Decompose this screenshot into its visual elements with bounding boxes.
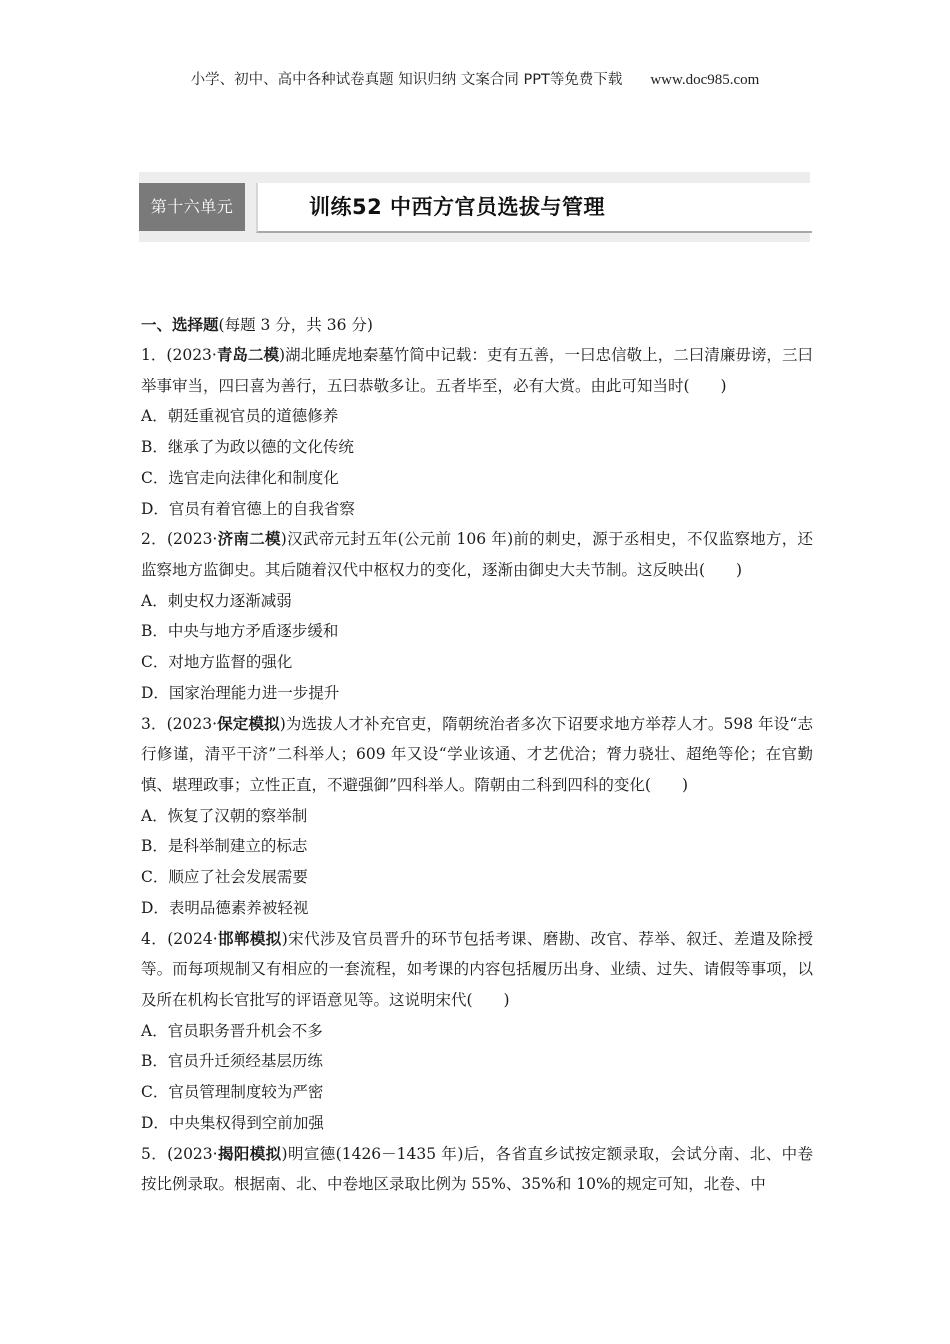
question-source: 青岛二模 bbox=[216, 346, 279, 364]
question-source-suffix: ) bbox=[280, 530, 287, 549]
question-item bbox=[141, 709, 813, 924]
question-number: 4． bbox=[141, 929, 168, 948]
answer-option[interactable]: A．朝廷重视官员的道德修养 bbox=[141, 407, 339, 426]
question-source-prefix: (2023· bbox=[166, 530, 218, 549]
answer-option[interactable]: D．中央集权得到空前加强 bbox=[141, 1113, 324, 1132]
header-site-url[interactable]: www.doc985.com bbox=[650, 72, 760, 88]
question-stem bbox=[141, 340, 813, 401]
answer-option[interactable]: C．官员管理制度较为严密 bbox=[141, 1083, 324, 1102]
question-source-prefix: (2023· bbox=[166, 346, 217, 364]
answer-option[interactable]: B．官员升迁须经基层历练 bbox=[141, 1052, 323, 1071]
question-section bbox=[141, 310, 813, 1200]
question-item bbox=[141, 524, 813, 708]
answer-option[interactable]: B．是科举制建立的标志 bbox=[141, 837, 308, 856]
question-text: 汉武帝元封五年(公元前 106 年)前的刺史，源于丞相史，不仅监察地方，还监察地方监御史。其后随着汉代中枢权力的变化，逐渐由御史大夫节制。这反映出( ) bbox=[141, 530, 813, 579]
question-item bbox=[141, 1139, 813, 1200]
question-source-suffix: ) bbox=[281, 1144, 288, 1163]
answer-option[interactable]: B．继承了为政以德的文化传统 bbox=[141, 437, 354, 456]
unit-banner bbox=[139, 172, 810, 242]
question-item bbox=[141, 340, 813, 524]
question-stem bbox=[141, 524, 813, 585]
question-source-prefix: (2024· bbox=[167, 929, 218, 948]
question-number: 3． bbox=[141, 714, 167, 733]
question-item bbox=[141, 924, 813, 1139]
answer-option[interactable]: C．对地方监督的强化 bbox=[141, 653, 293, 672]
question-stem bbox=[141, 1139, 813, 1200]
question-source-suffix: ) bbox=[278, 346, 286, 364]
section-note: (每题 3 分，共 36 分) bbox=[218, 316, 373, 334]
question-stem bbox=[141, 924, 813, 1016]
section-label: 一、选择题 bbox=[141, 316, 219, 334]
section-heading bbox=[141, 310, 813, 340]
answer-option[interactable]: A．恢复了汉朝的察举制 bbox=[141, 806, 308, 825]
answer-option[interactable]: B．中央与地方矛盾逐步缓和 bbox=[141, 622, 339, 641]
banner-title-box bbox=[256, 183, 812, 233]
question-source-suffix: ) bbox=[281, 929, 288, 948]
answer-option[interactable]: C．选官走向法律化和制度化 bbox=[141, 468, 339, 487]
header-tagline: 小学、初中、高中各种试卷真题 知识归纳 文案合同 PPT等免费下载 bbox=[190, 72, 623, 88]
question-source-prefix: (2023· bbox=[167, 1144, 218, 1163]
page-header-tagline bbox=[0, 68, 950, 89]
answer-option[interactable]: D．官员有着官德上的自我省察 bbox=[141, 499, 355, 518]
answer-option[interactable]: C．顺应了社会发展需要 bbox=[141, 868, 308, 887]
question-source: 揭阳模拟 bbox=[217, 1144, 282, 1163]
question-list bbox=[141, 340, 813, 1200]
question-source-suffix: ) bbox=[279, 714, 286, 733]
answer-option[interactable]: A．官员职务晋升机会不多 bbox=[141, 1021, 323, 1040]
question-text: 为选拔人才补充官吏，隋朝统治者多次下诏要求地方举荐人才。598 年设“志行修谨，清平干济”二科举人；609 年又设“学业该通、才艺优洽；膂力骁壮、超绝等伦；在官勤慎、堪理政事；立性正直，不避强御”四科举人。隋朝由二科到四科的变化( ) bbox=[141, 714, 813, 794]
unit-label: 第十六单元 bbox=[139, 183, 245, 231]
question-source: 邯郸模拟 bbox=[217, 929, 282, 948]
answer-option[interactable]: D．表明品德素养被轻视 bbox=[141, 898, 309, 917]
answer-option[interactable]: A．刺史权力逐渐减弱 bbox=[141, 591, 292, 610]
question-text: 明宣德(1426－1435 年)后，各省直乡试按定额录取，会试分南、北、中卷按比例录取。根据南、北、中卷地区录取比例为 55%、35%和 10%的规定可知，北卷、中 bbox=[141, 1144, 813, 1194]
question-number: 1． bbox=[141, 346, 167, 364]
page-title: 训练52 中西方官员选拔与管理 bbox=[309, 195, 606, 219]
question-source: 济南二模 bbox=[217, 530, 281, 549]
question-source: 保定模拟 bbox=[217, 714, 280, 733]
question-source-prefix: (2023· bbox=[166, 714, 218, 733]
answer-option[interactable]: D．国家治理能力进一步提升 bbox=[141, 683, 340, 702]
question-number: 5． bbox=[141, 1144, 168, 1163]
question-text: 湖北睡虎地秦墓竹简中记载：吏有五善，一曰忠信敬上，二曰清廉毋谤，三曰举事审当，四曰喜为善行，五曰恭敬多让。五者毕至，必有大赏。由此可知当时( ) bbox=[141, 346, 813, 395]
question-text: 宋代涉及官员晋升的环节包括考课、磨勘、改官、荐举、叙迁、差遣及除授等。而每项规制又有相应的一套流程，如考课的内容包括履历出身、业绩、过失、请假等事项，以及所在机构长官批写的评语意见等。这说明宋代( ) bbox=[141, 929, 813, 1009]
question-stem bbox=[141, 709, 813, 801]
question-number: 2． bbox=[141, 530, 167, 549]
